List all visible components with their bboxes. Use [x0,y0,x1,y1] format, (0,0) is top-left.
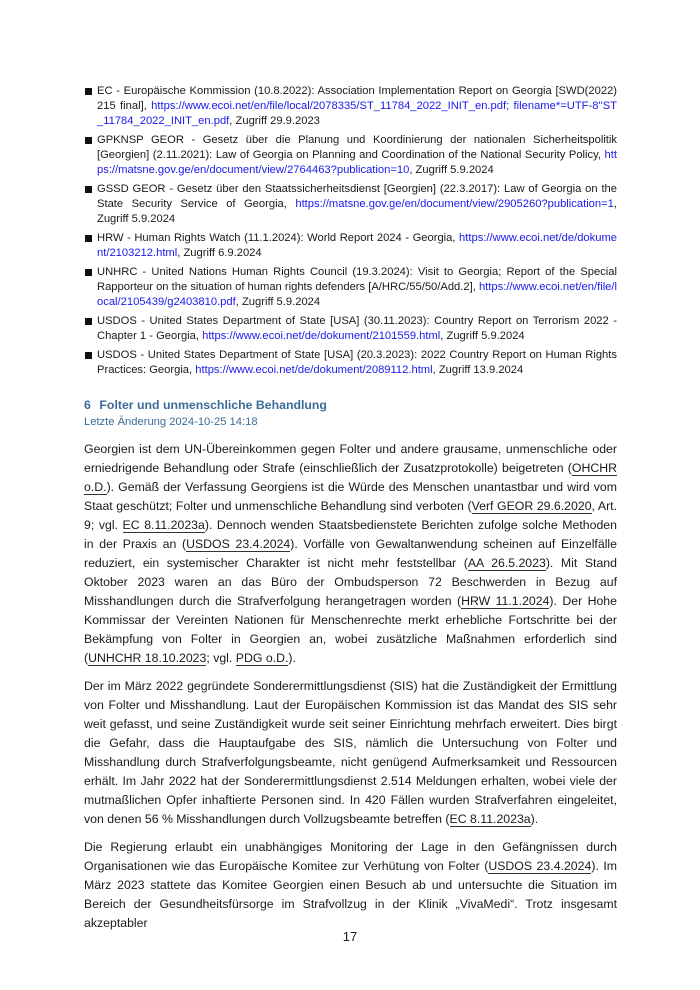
source-access-date: , Zugriff 13.9.2024 [432,364,524,376]
source-text: EC - Europäische Kommission (10.8.2022): Association Implementation Report on Georgia [SWD(2022) 215 final], [97,85,617,112]
citation-link[interactable]: PDG o.D. [235,651,289,665]
source-entry [84,265,617,310]
paragraph [84,440,617,668]
page-content [84,84,617,933]
source-entry [84,182,617,227]
source-link[interactable]: https://www.ecoi.net/en/file/local/2105439/g2403810.pdf [97,281,617,308]
source-entry [84,348,617,378]
bullet-icon [85,352,92,359]
source-link[interactable]: https://matsne.gov.ge/en/document/view/2764463?publication=10 [97,149,617,176]
body-text [84,440,617,933]
source-access-date: , Zugriff 5.9.2024 [440,330,525,342]
paragraph-text: ). Dennoch wenden Staatsbedienstete Berichten zufolge solche Methoden in der Praxis an ( [84,518,617,551]
source-link[interactable]: https://www.ecoi.net/de/dokument/2103212.html [97,232,617,259]
source-text: UNHRC - United Nations Human Rights Council (19.3.2024): Visit to Georgia; Report of the Special Rapporteur on the situation of human rights defenders [A/HRC/55/50/Add.2], [97,266,617,293]
citation-link[interactable]: USDOS 23.4.2024 [488,859,592,873]
citation-link[interactable]: USDOS 23.4.2024 [186,537,291,551]
paragraph-text: , Art. 9; vgl. [84,499,617,532]
source-link[interactable]: https://www.ecoi.net/de/dokument/2101559.html [202,330,441,342]
source-text: USDOS - United States Department of State [USA] (30.11.2023): Country Report on Terrorism 2022 - Chapter 1 - Georgia, [97,315,617,342]
bullet-icon [85,318,92,325]
paragraph-text: ). Vorfälle von Gewaltanwendung scheinen auf Einzelfälle reduziert, ein systemischer Charakter ist nicht mehr feststellbar ( [84,537,617,570]
source-access-date: , Zugriff 5.9.2024 [409,164,494,176]
source-link[interactable]: https://www.ecoi.net/de/dokument/2089112.html [195,364,433,376]
bullet-icon [85,235,92,242]
source-entry [84,231,617,261]
paragraph-text: Die Regierung erlaubt ein unabhängiges Monitoring der Lage in den Gefängnissen durch Organisationen wie das Europäische Komitee zur Verhütung von Folter ( [84,840,617,873]
source-text: HRW - Human Rights Watch (11.1.2024): World Report 2024 - Georgia, [97,232,460,244]
section-number: 6 [84,398,91,412]
citation-link[interactable]: OHCHR o.D. [84,461,617,494]
sources-list [84,84,617,378]
citation-link[interactable]: Verf GEOR 29.6.2020 [471,499,592,513]
source-access-date: , Zugriff 5.9.2024 [235,296,321,308]
source-text: USDOS - United States Department of State [USA] (20.3.2023): 2022 Country Report on Human Rights Practices: Georgia, [97,349,617,376]
paragraph-text: ). Der Hohe Kommissar der Vereinten Nationen für Menschenrechte merkt erhebliche Fortschritte bei der Bekämpfung von Folter in Georgien an, wobei zusätzliche Maßnahmen erforderlich sind ( [84,594,617,665]
citation-link[interactable]: EC 8.11.2023a [449,812,531,826]
citation-link[interactable]: HRW 11.1.2024 [461,594,550,608]
paragraph-text: ). [288,651,296,665]
section-heading [84,398,617,412]
paragraph-text: ). Gemäß der Verfassung Georgiens ist die Würde des Menschen unantastbar und wird vom Staat geschützt; Folter und unmenschliche Behandlung sind verboten ( [84,480,617,513]
source-link[interactable]: https://matsne.gov.ge/en/document/view/2905260?publication=1 [295,198,614,210]
paragraph-text: Georgien ist dem UN-Übereinkommen gegen Folter und andere grausame, unmenschliche oder erniedrigende Behandlung oder Strafe (einschließlich der Zusatzprotokolle) beigetreten ( [84,442,617,475]
citation-link[interactable]: UNHCHR 18.10.2023 [88,651,207,665]
bullet-icon [85,269,92,276]
paragraph-text: Der im März 2022 gegründete Sonderermittlungsdienst (SIS) hat die Zuständigkeit der Ermittlung von Folter und Misshandlung. Laut der Europäischen Kommission ist das Mandat des SIS sehr weit gefasst, und seine Zuständigkeit wurde seit seiner Einrichtung mehrfach erweitert. Dies birgt die Gefahr, dass die Hauptaufgabe des SIS, nämlich die Untersuchung von Folter und Misshandlung durch Strafverfolgungsbeamte, nicht genügend Aufmerksamkeit und Ressourcen erhält. Im Jahr 2022 hat der Sonderermittlungsdienst 2.514 Meldungen erhalten, wobei viele der mutmaßlichen Opfer inhaftierte Personen sind. In 420 Fällen wurden Strafverfahren eingeleitet, von denen 56 % Misshandlungen durch Vollzugsbeamte betreffen ( [84,679,617,826]
paragraph-text: ). Im März 2023 stattete das Komitee Georgien einen Besuch ab und untersuchte die Situation im Bereich der Gesundheitsfürsorge im Strafvollzug in der Klinik „VivaMedi“. Trotz insgesamt akzeptabler [84,859,618,930]
source-access-date: , Zugriff 29.9.2023 [229,115,320,127]
page-number: 17 [342,929,358,944]
source-text: GPKNSP GEOR - Gesetz über die Planung und Koordinierung der nationalen Sicherheitspolitik [Georgien] (2.11.2021): Law of Georgia on Planning and Coordination of the National Security Policy, [97,134,617,161]
citation-link[interactable]: EC 8.11.2023a [122,518,205,532]
source-link[interactable]: https://www.ecoi.net/en/file/local/2078335/ST_11784_2022_INIT_en.pdf; filename*=UTF-8''ST_11784_2022_INIT_en.pdf [97,100,617,127]
last-change-date: Letzte Änderung 2024-10-25 14:18 [84,416,258,428]
source-entry [84,314,617,344]
section-title: Folter und unmenschliche Behandlung [99,398,327,412]
source-text: GSSD GEOR - Gesetz über den Staatssicherheitsdienst [Georgien] (22.3.2017): Law of Georgia on the State Security Service of Georgia, [97,183,617,210]
bullet-icon [85,137,92,144]
paragraph-text: ). [530,812,539,826]
paragraph [84,838,617,933]
bullet-icon [85,186,92,193]
source-access-date: , Zugriff 5.9.2024 [97,198,617,225]
source-entry [84,133,617,178]
citation-link[interactable]: AA 26.5.2023 [467,556,546,570]
paragraph-text: ; vgl. [206,651,236,665]
source-access-date: , Zugriff 6.9.2024 [177,247,262,259]
paragraph [84,677,617,829]
bullet-icon [85,88,92,95]
paragraph-text: ). Mit Stand Oktober 2023 waren an das Büro der Ombudsperson 72 Beschwerden in Bezug auf Misshandlungen durch die Strafverfolgung herangetragen worden ( [84,556,617,608]
source-entry [84,84,617,129]
